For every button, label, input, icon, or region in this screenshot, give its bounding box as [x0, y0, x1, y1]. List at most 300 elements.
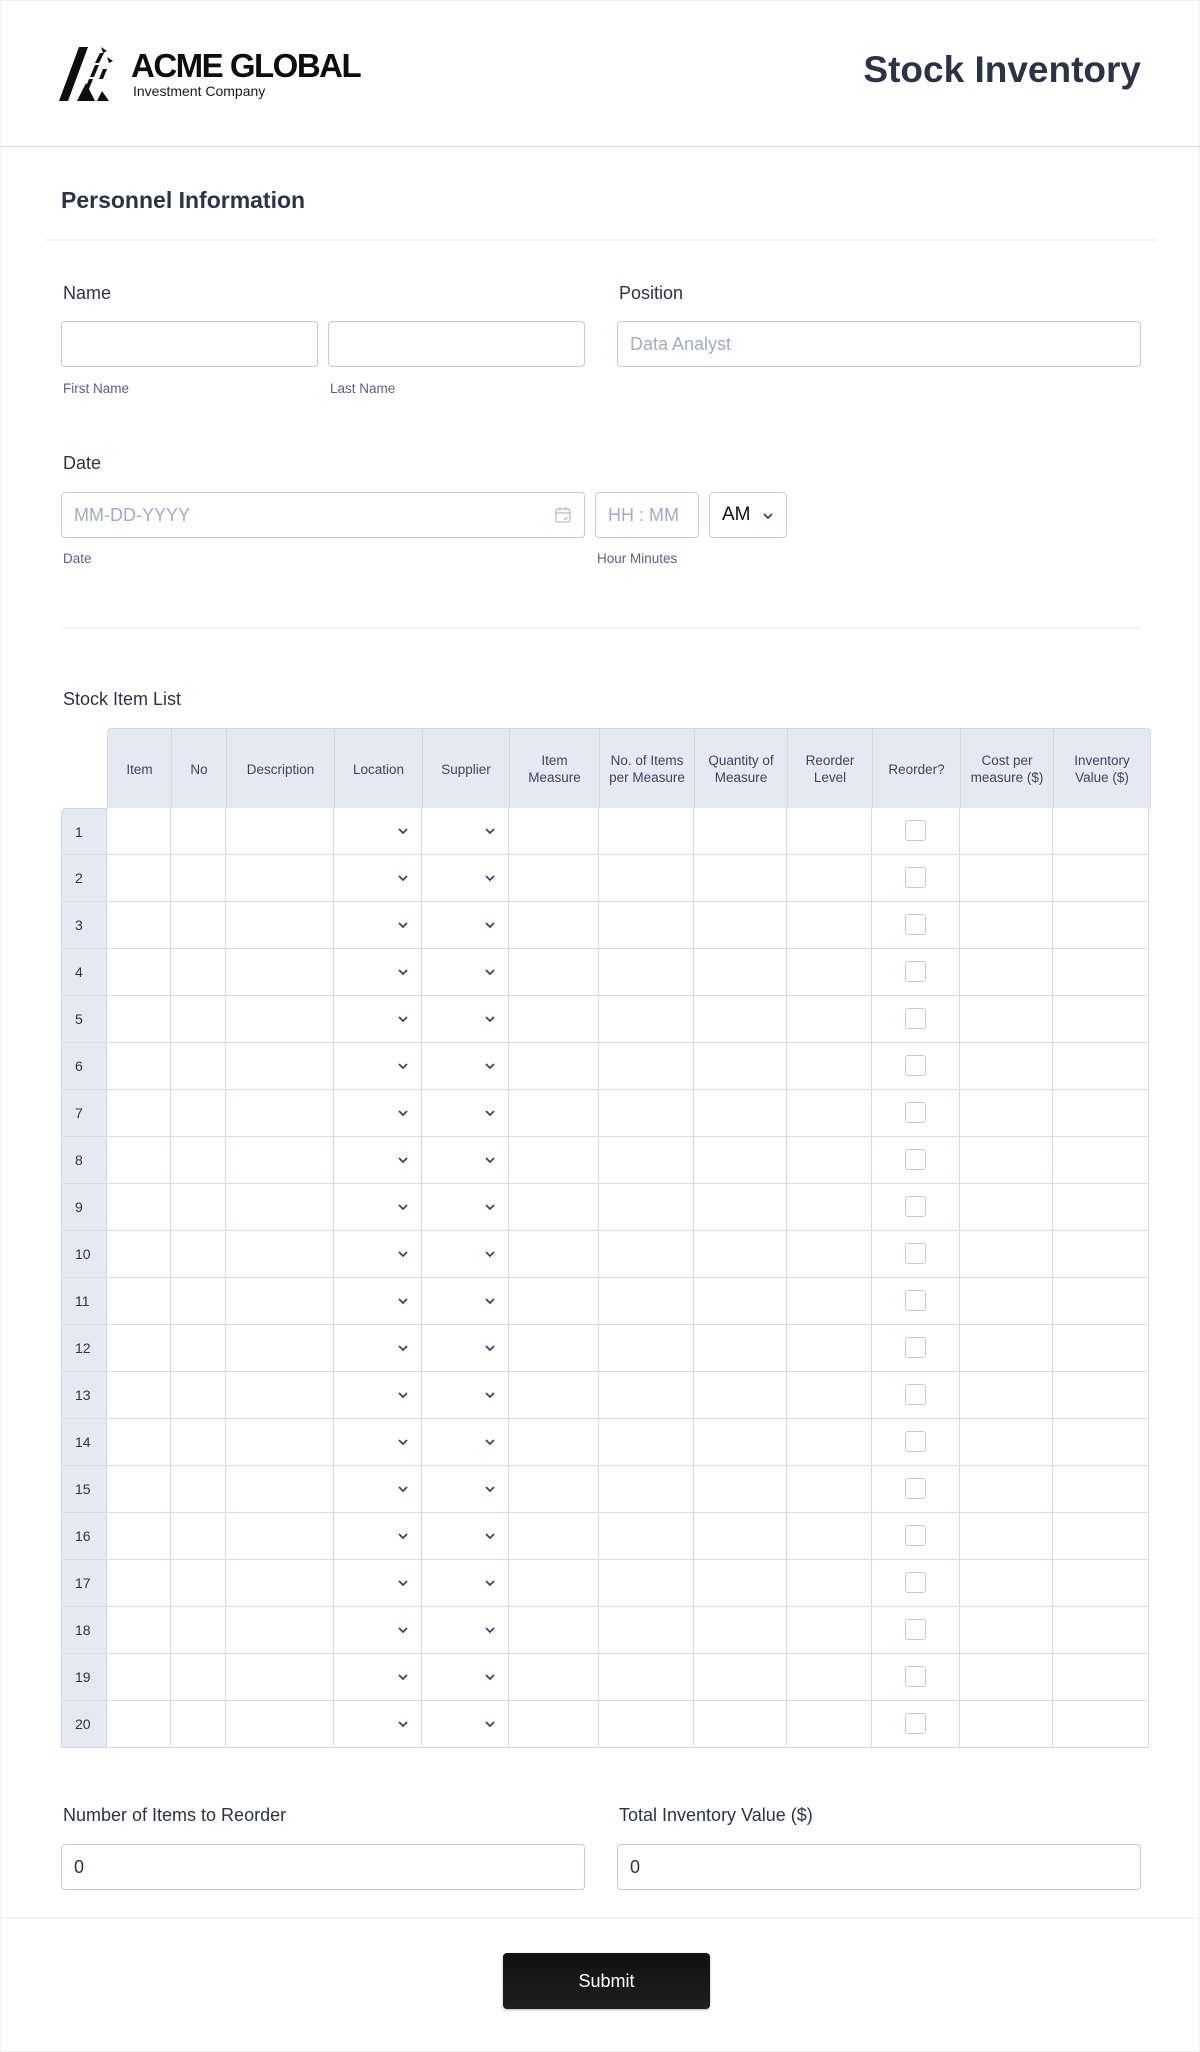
- chevron-down-icon: [397, 1203, 409, 1211]
- reorder-checkbox[interactable]: [905, 1337, 926, 1358]
- inventory-value-input[interactable]: [1053, 1231, 1149, 1277]
- row-number: 17: [61, 1560, 107, 1606]
- chevron-down-icon: [397, 1532, 409, 1540]
- item-input[interactable]: [107, 1325, 171, 1371]
- submit-button[interactable]: Submit: [503, 1953, 710, 2009]
- reorder-level-input[interactable]: [787, 1560, 872, 1606]
- item-input[interactable]: [107, 808, 171, 854]
- reorder-checkbox[interactable]: [905, 1196, 926, 1217]
- cost-per-measure-input[interactable]: [960, 1560, 1053, 1606]
- cost-per-measure-input[interactable]: [960, 1607, 1053, 1653]
- calendar-icon[interactable]: [554, 506, 572, 524]
- reorder-level-input[interactable]: [787, 1231, 872, 1277]
- location-select[interactable]: [334, 1090, 422, 1136]
- item-measure-input[interactable]: [509, 1560, 599, 1606]
- reorder-level-input[interactable]: [787, 1325, 872, 1371]
- location-select[interactable]: [334, 902, 422, 948]
- no-input[interactable]: [171, 1654, 226, 1700]
- item-input[interactable]: [107, 1419, 171, 1465]
- reorder-level-input[interactable]: [787, 1419, 872, 1465]
- quantity-of-measure-input[interactable]: [694, 1372, 787, 1418]
- chevron-down-icon: [484, 1626, 496, 1634]
- cost-per-measure-input[interactable]: [960, 1090, 1053, 1136]
- table-row: [61, 1419, 1149, 1466]
- items-per-measure-input[interactable]: [599, 1137, 694, 1183]
- no-input[interactable]: [171, 855, 226, 901]
- location-select[interactable]: [334, 1231, 422, 1277]
- cost-per-measure-input[interactable]: [960, 949, 1053, 995]
- inventory-value-input[interactable]: [1053, 1419, 1149, 1465]
- quantity-of-measure-input[interactable]: [694, 1325, 787, 1371]
- table-row: [61, 902, 1149, 949]
- supplier-select[interactable]: [422, 1419, 509, 1465]
- reorder-checkbox[interactable]: [905, 914, 926, 935]
- item-measure-input[interactable]: [509, 1231, 599, 1277]
- reorder-checkbox[interactable]: [905, 1666, 926, 1687]
- column-header-no: No: [172, 729, 227, 809]
- no-input[interactable]: [171, 1278, 226, 1324]
- reorder-checkbox[interactable]: [905, 1149, 926, 1170]
- cost-per-measure-input[interactable]: [960, 808, 1053, 854]
- reorder-checkbox[interactable]: [905, 961, 926, 982]
- reorder-level-input[interactable]: [787, 1090, 872, 1136]
- description-input[interactable]: [226, 1090, 334, 1136]
- location-select[interactable]: [334, 1137, 422, 1183]
- items-per-measure-input[interactable]: [599, 1513, 694, 1559]
- quantity-of-measure-input[interactable]: [694, 1560, 787, 1606]
- reorder-cell: [872, 1278, 960, 1324]
- inventory-value-input[interactable]: [1053, 855, 1149, 901]
- location-select[interactable]: [334, 1278, 422, 1324]
- supplier-select[interactable]: [422, 1231, 509, 1277]
- items-per-measure-input[interactable]: [599, 1654, 694, 1700]
- column-header-item: Item: [108, 729, 172, 809]
- item-measure-input[interactable]: [509, 1654, 599, 1700]
- reorder-level-input[interactable]: [787, 808, 872, 854]
- reorder-level-input[interactable]: [787, 996, 872, 1042]
- row-number: 3: [61, 902, 107, 948]
- location-select[interactable]: [334, 996, 422, 1042]
- inventory-value-input[interactable]: [1053, 996, 1149, 1042]
- item-measure-input[interactable]: [509, 1184, 599, 1230]
- cost-per-measure-input[interactable]: [960, 855, 1053, 901]
- item-input[interactable]: [107, 949, 171, 995]
- reorder-level-input[interactable]: [787, 1701, 872, 1747]
- item-measure-input[interactable]: [509, 949, 599, 995]
- supplier-select[interactable]: [422, 1560, 509, 1606]
- reorder-checkbox[interactable]: [905, 1055, 926, 1076]
- supplier-select[interactable]: [422, 1372, 509, 1418]
- quantity-of-measure-input[interactable]: [694, 1513, 787, 1559]
- quantity-of-measure-input[interactable]: [694, 1184, 787, 1230]
- chevron-down-icon: [484, 1344, 496, 1352]
- column-header-cost-per-measure: Cost per measure ($): [961, 729, 1054, 809]
- description-input[interactable]: [226, 1278, 334, 1324]
- item-measure-input[interactable]: [509, 1419, 599, 1465]
- row-number: 20: [61, 1701, 107, 1747]
- item-measure-input[interactable]: [509, 1325, 599, 1371]
- description-input[interactable]: [226, 1419, 334, 1465]
- location-select[interactable]: [334, 1513, 422, 1559]
- position-placeholder: Data Analyst: [630, 333, 732, 354]
- cost-per-measure-input[interactable]: [960, 1184, 1053, 1230]
- quantity-of-measure-input[interactable]: [694, 949, 787, 995]
- reorder-level-input[interactable]: [787, 1184, 872, 1230]
- cost-per-measure-input[interactable]: [960, 1419, 1053, 1465]
- description-input[interactable]: [226, 1560, 334, 1606]
- logo-subtitle: Investment Company: [133, 83, 266, 99]
- inventory-value-input[interactable]: [1053, 1654, 1149, 1700]
- reorder-count-input[interactable]: [61, 1844, 585, 1890]
- item-input[interactable]: [107, 902, 171, 948]
- inventory-value-input[interactable]: [1053, 1090, 1149, 1136]
- no-input[interactable]: [171, 1090, 226, 1136]
- supplier-select[interactable]: [422, 1325, 509, 1371]
- items-per-measure-input[interactable]: [599, 1607, 694, 1653]
- items-per-measure-input[interactable]: [599, 949, 694, 995]
- no-input[interactable]: [171, 1419, 226, 1465]
- item-input[interactable]: [107, 1372, 171, 1418]
- reorder-level-input[interactable]: [787, 1137, 872, 1183]
- name-label: Name: [63, 283, 112, 303]
- reorder-cell: [872, 1184, 960, 1230]
- description-input[interactable]: [226, 1231, 334, 1277]
- item-measure-input[interactable]: [509, 1090, 599, 1136]
- reorder-checkbox[interactable]: [905, 1525, 926, 1546]
- item-measure-input[interactable]: [509, 1466, 599, 1512]
- reorder-checkbox[interactable]: [905, 1478, 926, 1499]
- item-input[interactable]: [107, 1278, 171, 1324]
- chevron-down-icon: [484, 1579, 496, 1587]
- cost-per-measure-input[interactable]: [960, 1325, 1053, 1371]
- no-input[interactable]: [171, 1466, 226, 1512]
- first-name-input[interactable]: [61, 321, 318, 367]
- quantity-of-measure-input[interactable]: [694, 1090, 787, 1136]
- item-measure-input[interactable]: [509, 1137, 599, 1183]
- chevron-down-icon: [762, 512, 774, 520]
- no-input[interactable]: [171, 1231, 226, 1277]
- item-input[interactable]: [107, 1701, 171, 1747]
- inventory-value-input[interactable]: [1053, 808, 1149, 854]
- chevron-down-icon: [397, 1297, 409, 1305]
- supplier-select[interactable]: [422, 855, 509, 901]
- chevron-down-icon: [484, 1485, 496, 1493]
- items-per-measure-input[interactable]: [599, 1184, 694, 1230]
- reorder-cell: [872, 1419, 960, 1465]
- description-input[interactable]: [226, 996, 334, 1042]
- date-sublabel: Date: [63, 551, 92, 566]
- inventory-value-input[interactable]: [1053, 1137, 1149, 1183]
- row-number: 18: [61, 1607, 107, 1653]
- item-input[interactable]: [107, 1560, 171, 1606]
- supplier-select[interactable]: [422, 1466, 509, 1512]
- chevron-down-icon: [484, 1250, 496, 1258]
- quantity-of-measure-input[interactable]: [694, 996, 787, 1042]
- inventory-value-input[interactable]: [1053, 1701, 1149, 1747]
- quantity-of-measure-input[interactable]: [694, 1043, 787, 1089]
- reorder-level-input[interactable]: [787, 855, 872, 901]
- reorder-checkbox[interactable]: [905, 1619, 926, 1640]
- item-measure-input[interactable]: [509, 1043, 599, 1089]
- no-input[interactable]: [171, 1137, 226, 1183]
- chevron-down-icon: [397, 1485, 409, 1493]
- location-select[interactable]: [334, 949, 422, 995]
- description-input[interactable]: [226, 855, 334, 901]
- supplier-select[interactable]: [422, 1184, 509, 1230]
- row-number: 11: [61, 1278, 107, 1324]
- description-input[interactable]: [226, 949, 334, 995]
- cost-per-measure-input[interactable]: [960, 1137, 1053, 1183]
- chevron-down-icon: [397, 1720, 409, 1728]
- no-input[interactable]: [171, 1043, 226, 1089]
- total-value-label: Total Inventory Value ($): [619, 1805, 813, 1825]
- description-input[interactable]: [226, 1654, 334, 1700]
- item-input[interactable]: [107, 1090, 171, 1136]
- description-input[interactable]: [226, 1466, 334, 1512]
- inventory-value-input[interactable]: [1053, 1278, 1149, 1324]
- location-select[interactable]: [334, 855, 422, 901]
- supplier-select[interactable]: [422, 1090, 509, 1136]
- supplier-select[interactable]: [422, 1654, 509, 1700]
- supplier-select[interactable]: [422, 902, 509, 948]
- inventory-value-input[interactable]: [1053, 902, 1149, 948]
- location-select[interactable]: [334, 1560, 422, 1606]
- cost-per-measure-input[interactable]: [960, 1278, 1053, 1324]
- date-label: Date: [63, 453, 102, 473]
- reorder-level-input[interactable]: [787, 1513, 872, 1559]
- chevron-down-icon: [397, 1250, 409, 1258]
- column-header-items-per-measure: No. of Items per Measure: [600, 729, 695, 809]
- supplier-select[interactable]: [422, 1701, 509, 1747]
- reorder-checkbox[interactable]: [905, 1243, 926, 1264]
- cost-per-measure-input[interactable]: [960, 902, 1053, 948]
- supplier-select[interactable]: [422, 1513, 509, 1559]
- cost-per-measure-input[interactable]: [960, 1043, 1053, 1089]
- description-input[interactable]: [226, 902, 334, 948]
- location-select[interactable]: [334, 1325, 422, 1371]
- reorder-level-input[interactable]: [787, 1043, 872, 1089]
- no-input[interactable]: [171, 996, 226, 1042]
- description-input[interactable]: [226, 1325, 334, 1371]
- items-per-measure-input[interactable]: [599, 1701, 694, 1747]
- location-select[interactable]: [334, 808, 422, 854]
- inventory-value-input[interactable]: [1053, 949, 1149, 995]
- reorder-checkbox[interactable]: [905, 820, 926, 841]
- no-input[interactable]: [171, 1560, 226, 1606]
- table-row: [61, 949, 1149, 996]
- no-input[interactable]: [171, 1607, 226, 1653]
- quantity-of-measure-input[interactable]: [694, 855, 787, 901]
- item-input[interactable]: [107, 1231, 171, 1277]
- items-per-measure-input[interactable]: [599, 1090, 694, 1136]
- chevron-down-icon: [484, 1297, 496, 1305]
- quantity-of-measure-input[interactable]: [694, 1701, 787, 1747]
- description-input[interactable]: [226, 1701, 334, 1747]
- item-measure-input[interactable]: [509, 1372, 599, 1418]
- description-input[interactable]: [226, 1372, 334, 1418]
- reorder-level-input[interactable]: [787, 1607, 872, 1653]
- stock-item-list-label: Stock Item List: [63, 689, 182, 709]
- no-input[interactable]: [171, 1513, 226, 1559]
- item-measure-input[interactable]: [509, 1607, 599, 1653]
- total-value-input[interactable]: [617, 1844, 1141, 1890]
- column-header-supplier: Supplier: [423, 729, 510, 809]
- quantity-of-measure-input[interactable]: [694, 808, 787, 854]
- item-input[interactable]: [107, 1137, 171, 1183]
- supplier-select[interactable]: [422, 808, 509, 854]
- supplier-select[interactable]: [422, 1607, 509, 1653]
- no-input[interactable]: [171, 1372, 226, 1418]
- inventory-value-input[interactable]: [1053, 1560, 1149, 1606]
- time-input[interactable]: [595, 492, 699, 538]
- items-per-measure-input[interactable]: [599, 1231, 694, 1277]
- supplier-select[interactable]: [422, 996, 509, 1042]
- supplier-select[interactable]: [422, 1043, 509, 1089]
- quantity-of-measure-input[interactable]: [694, 1231, 787, 1277]
- cost-per-measure-input[interactable]: [960, 1701, 1053, 1747]
- item-measure-input[interactable]: [509, 808, 599, 854]
- reorder-level-input[interactable]: [787, 1654, 872, 1700]
- inventory-value-input[interactable]: [1053, 1513, 1149, 1559]
- no-input[interactable]: [171, 1701, 226, 1747]
- inventory-value-input[interactable]: [1053, 1372, 1149, 1418]
- description-input[interactable]: [226, 1513, 334, 1559]
- item-input[interactable]: [107, 996, 171, 1042]
- inventory-value-input[interactable]: [1053, 1184, 1149, 1230]
- item-measure-input[interactable]: [509, 1278, 599, 1324]
- item-measure-input[interactable]: [509, 855, 599, 901]
- items-per-measure-input[interactable]: [599, 996, 694, 1042]
- row-number: 5: [61, 996, 107, 1042]
- item-input[interactable]: [107, 1607, 171, 1653]
- cost-per-measure-input[interactable]: [960, 1654, 1053, 1700]
- location-select[interactable]: [334, 1607, 422, 1653]
- items-per-measure-input[interactable]: [599, 1560, 694, 1606]
- reorder-checkbox[interactable]: [905, 1008, 926, 1029]
- reorder-checkbox[interactable]: [905, 1713, 926, 1734]
- quantity-of-measure-input[interactable]: [694, 1654, 787, 1700]
- items-per-measure-input[interactable]: [599, 902, 694, 948]
- reorder-count-label: Number of Items to Reorder: [63, 1805, 287, 1825]
- item-measure-input[interactable]: [509, 902, 599, 948]
- supplier-select[interactable]: [422, 1137, 509, 1183]
- column-header-inventory-value: Inventory Value ($): [1074, 753, 1130, 785]
- items-per-measure-input[interactable]: [599, 1043, 694, 1089]
- position-input[interactable]: [617, 321, 1141, 367]
- item-measure-input[interactable]: [509, 1513, 599, 1559]
- location-select[interactable]: [334, 1043, 422, 1089]
- supplier-select[interactable]: [422, 949, 509, 995]
- reorder-level-input[interactable]: [787, 1466, 872, 1512]
- quantity-of-measure-input[interactable]: [694, 1607, 787, 1653]
- chevron-down-icon: [397, 1579, 409, 1587]
- last-name-input[interactable]: [328, 321, 585, 367]
- description-input[interactable]: [226, 1184, 334, 1230]
- cost-per-measure-input[interactable]: [960, 1231, 1053, 1277]
- date-input[interactable]: [61, 492, 585, 538]
- chevron-down-icon: [397, 921, 409, 929]
- row-number: 9: [61, 1184, 107, 1230]
- reorder-level-input[interactable]: [787, 902, 872, 948]
- reorder-level-input[interactable]: [787, 949, 872, 995]
- location-select[interactable]: [334, 1466, 422, 1512]
- item-input[interactable]: [107, 1184, 171, 1230]
- no-input[interactable]: [171, 1325, 226, 1371]
- location-select[interactable]: [334, 1184, 422, 1230]
- items-per-measure-input[interactable]: [599, 1325, 694, 1371]
- inventory-value-input[interactable]: [1053, 1607, 1149, 1653]
- quantity-of-measure-input[interactable]: [694, 1466, 787, 1512]
- inventory-value-input[interactable]: [1053, 1043, 1149, 1089]
- location-select[interactable]: [334, 1372, 422, 1418]
- reorder-checkbox[interactable]: [905, 867, 926, 888]
- quantity-of-measure-input[interactable]: [694, 1278, 787, 1324]
- item-input[interactable]: [107, 855, 171, 901]
- reorder-cell: [872, 1607, 960, 1653]
- chevron-down-icon: [484, 1203, 496, 1211]
- item-measure-input[interactable]: [509, 996, 599, 1042]
- quantity-of-measure-input[interactable]: [694, 1419, 787, 1465]
- description-input[interactable]: [226, 808, 334, 854]
- item-input[interactable]: [107, 1513, 171, 1559]
- cost-per-measure-input[interactable]: [960, 996, 1053, 1042]
- description-input[interactable]: [226, 1607, 334, 1653]
- item-input[interactable]: [107, 1043, 171, 1089]
- items-per-measure-input[interactable]: [599, 1372, 694, 1418]
- reorder-checkbox[interactable]: [905, 1102, 926, 1123]
- form-header: [1, 1, 1200, 147]
- item-input[interactable]: [107, 1466, 171, 1512]
- cost-per-measure-input[interactable]: [960, 1466, 1053, 1512]
- reorder-cell: [872, 1231, 960, 1277]
- item-measure-input[interactable]: [509, 1701, 599, 1747]
- items-per-measure-input[interactable]: [599, 1419, 694, 1465]
- location-select[interactable]: [334, 1419, 422, 1465]
- items-per-measure-input[interactable]: [599, 855, 694, 901]
- cost-per-measure-input[interactable]: [960, 1372, 1053, 1418]
- inventory-value-input[interactable]: [1053, 1466, 1149, 1512]
- reorder-level-input[interactable]: [787, 1372, 872, 1418]
- reorder-checkbox[interactable]: [905, 1572, 926, 1593]
- table-row: [61, 1560, 1149, 1607]
- items-per-measure-input[interactable]: [599, 808, 694, 854]
- quantity-of-measure-input[interactable]: [694, 902, 787, 948]
- reorder-cell: [872, 1090, 960, 1136]
- location-select[interactable]: [334, 1654, 422, 1700]
- row-number: 2: [61, 855, 107, 901]
- chevron-down-icon: [397, 1015, 409, 1023]
- quantity-of-measure-input[interactable]: [694, 1137, 787, 1183]
- no-input[interactable]: [171, 1184, 226, 1230]
- ampm-select[interactable]: [709, 492, 787, 538]
- item-input[interactable]: [107, 1654, 171, 1700]
- reorder-checkbox[interactable]: [905, 1384, 926, 1405]
- no-input[interactable]: [171, 949, 226, 995]
- location-select[interactable]: [334, 1701, 422, 1747]
- description-input[interactable]: [226, 1043, 334, 1089]
- items-per-measure-input[interactable]: [599, 1466, 694, 1512]
- no-input[interactable]: [171, 902, 226, 948]
- reorder-checkbox[interactable]: [905, 1290, 926, 1311]
- items-per-measure-input[interactable]: [599, 1278, 694, 1324]
- reorder-checkbox[interactable]: [905, 1431, 926, 1452]
- no-input[interactable]: [171, 808, 226, 854]
- supplier-select[interactable]: [422, 1278, 509, 1324]
- reorder-level-input[interactable]: [787, 1278, 872, 1324]
- cost-per-measure-input[interactable]: [960, 1513, 1053, 1559]
- inventory-value-input[interactable]: [1053, 1325, 1149, 1371]
- description-input[interactable]: [226, 1137, 334, 1183]
